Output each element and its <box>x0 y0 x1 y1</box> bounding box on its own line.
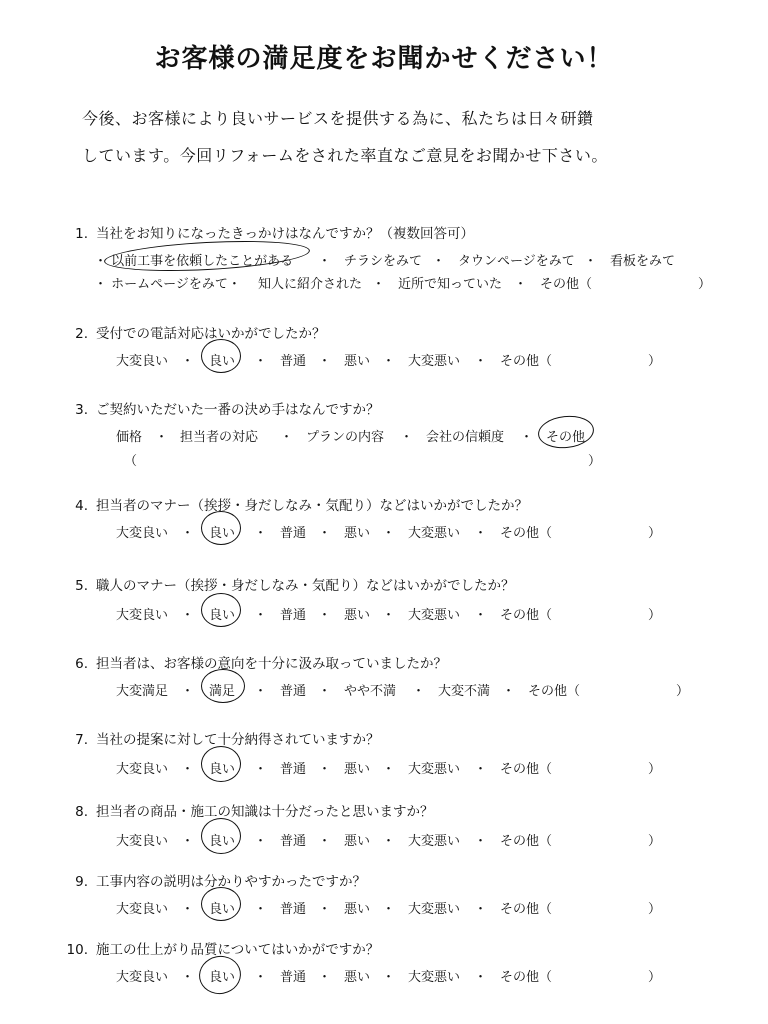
q10-option[interactable]: 大変良い ・ <box>116 970 195 985</box>
q10-option[interactable]: ・ 普通 <box>254 970 307 985</box>
q9-option[interactable]: 大変良い ・ <box>116 902 195 917</box>
q6-option-other[interactable]: ・ その他（ <box>502 684 581 699</box>
q9-option-other[interactable]: ・ その他（ <box>474 902 553 917</box>
q6-option[interactable]: ・ やや不満 <box>318 684 397 699</box>
q6-option[interactable]: 大変満足 ・ <box>116 684 195 699</box>
question-8: 8. 担当者の商品・施工の知識は十分だったと思いますか？ <box>75 804 434 820</box>
q8-option[interactable]: ・ 大変悪い <box>382 834 461 849</box>
q5-other-close: ） <box>648 608 662 623</box>
question-7: 7. 当社の提案に対して十分納得されていますか？ <box>75 732 380 748</box>
q1-option[interactable]: ・ 以前工事を依頼したことがある <box>94 254 294 269</box>
q7-option[interactable]: 良い <box>209 762 236 777</box>
q3-option-other[interactable]: ・ その他 <box>520 430 586 445</box>
q5-option[interactable]: 大変良い ・ <box>116 608 195 623</box>
q4-option[interactable]: 大変良い ・ <box>116 526 195 541</box>
q9-other-close: ） <box>648 902 662 917</box>
q7-option[interactable]: ・ 悪い <box>318 762 371 777</box>
q1-other-close: ） <box>698 277 712 292</box>
q7-option[interactable]: 大変良い ・ <box>116 762 195 777</box>
q1-option-other[interactable]: ・ その他（ <box>514 277 593 292</box>
answer-circle <box>196 953 244 998</box>
question-4: 4. 担当者のマナー（挨拶・身だしなみ・気配り）などはいかがでしたか？ <box>75 498 528 514</box>
q3-option[interactable]: 価格 ・ <box>116 430 169 445</box>
question-6: 6. 担当者は、お客様の意向を十分に汲み取っていましたか？ <box>75 656 447 672</box>
q1-option[interactable]: ・ 看板をみて <box>584 254 676 269</box>
answer-circle <box>201 339 241 373</box>
q7-option-other[interactable]: ・ その他（ <box>474 762 553 777</box>
answer-circle <box>201 818 241 854</box>
q2-option[interactable]: ・ 悪い <box>318 354 371 369</box>
q10-option[interactable]: ・ 悪い <box>318 970 371 985</box>
q4-option[interactable]: 良い <box>209 526 236 541</box>
q10-option[interactable]: ・ 大変悪い <box>382 970 461 985</box>
page-title: お客様の満足度をお聞かせください！ <box>154 44 614 74</box>
q6-option[interactable]: ・ 大変不満 <box>412 684 491 699</box>
question-5: 5. 職人のマナー（挨拶・身だしなみ・気配り）などはいかがでしたか？ <box>75 578 515 594</box>
question-1: 1. 当社をお知りになったきっかけはなんですか？（複数回答可） <box>75 226 474 242</box>
answer-circle <box>536 413 595 451</box>
q8-option-other[interactable]: ・ その他（ <box>474 834 553 849</box>
q1-option[interactable]: 知人に紹介された <box>258 277 363 292</box>
q7-option[interactable]: ・ 大変悪い <box>382 762 461 777</box>
q8-other-close: ） <box>648 834 662 849</box>
q8-option[interactable]: ・ 悪い <box>318 834 371 849</box>
q10-option-other[interactable]: ・ その他（ <box>474 970 553 985</box>
q10-option[interactable]: 良い <box>209 970 236 985</box>
q2-option-other[interactable]: ・ その他（ <box>474 354 553 369</box>
q4-option[interactable]: ・ 悪い <box>318 526 371 541</box>
answer-circle <box>201 511 241 545</box>
answer-circle <box>201 593 241 627</box>
q5-option-other[interactable]: ・ その他（ <box>474 608 553 623</box>
q2-option[interactable]: ・ 大変悪い <box>382 354 461 369</box>
q7-option[interactable]: ・ 普通 <box>254 762 307 777</box>
q8-option[interactable]: 良い <box>209 834 236 849</box>
answer-circle <box>103 237 310 276</box>
q8-option[interactable]: ・ 普通 <box>254 834 307 849</box>
q4-option[interactable]: ・ 大変悪い <box>382 526 461 541</box>
q9-option[interactable]: ・ 大変悪い <box>382 902 461 917</box>
q3-option[interactable]: 担当者の対応 <box>180 430 259 445</box>
q1-option[interactable]: ・ タウンページをみて <box>432 254 575 269</box>
q7-other-close: ） <box>648 762 662 777</box>
q9-option[interactable]: ・ 悪い <box>318 902 371 917</box>
q2-option[interactable]: 大変良い ・ <box>116 354 195 369</box>
q6-option[interactable]: 満足 <box>209 684 236 699</box>
q9-option[interactable]: 良い <box>209 902 236 917</box>
answer-circle <box>201 746 241 782</box>
answer-circle <box>201 669 245 703</box>
q3-option[interactable]: ・ 会社の信頼度 <box>400 430 505 445</box>
q1-option[interactable]: ・ ホームページをみて・ <box>94 277 241 292</box>
q6-option[interactable]: ・ 普通 <box>254 684 307 699</box>
intro-line-2: しています。今回リフォームをされた率直なご意見をお聞かせ下さい。 <box>82 146 608 165</box>
q5-option[interactable]: ・ 大変悪い <box>382 608 461 623</box>
q2-option[interactable]: ・ 普通 <box>254 354 307 369</box>
q2-other-close: ） <box>648 354 662 369</box>
q5-option[interactable]: ・ 普通 <box>254 608 307 623</box>
q9-option[interactable]: ・ 普通 <box>254 902 307 917</box>
q4-option-other[interactable]: ・ その他（ <box>474 526 553 541</box>
q2-option[interactable]: 良い <box>209 354 236 369</box>
q4-option[interactable]: ・ 普通 <box>254 526 307 541</box>
q6-other-close: ） <box>676 684 690 699</box>
question-10: 10. 施工の仕上がり品質についてはいかがですか？ <box>66 942 380 958</box>
q1-option[interactable]: ・ 近所で知っていた <box>372 277 503 292</box>
q10-other-close: ） <box>648 970 662 985</box>
answer-circle <box>201 887 241 921</box>
q5-option[interactable]: 良い <box>209 608 236 623</box>
q8-option[interactable]: 大変良い ・ <box>116 834 195 849</box>
question-3: 3. ご契約いただいた一番の決め手はなんですか？ <box>75 402 380 418</box>
q4-other-close: ） <box>648 526 662 541</box>
q3-other-close: ） <box>588 454 602 469</box>
q1-option[interactable]: ・ チラシをみて <box>318 254 423 269</box>
q3-option[interactable]: ・ プランの内容 <box>280 430 385 445</box>
intro-line-1: 今後、お客様により良いサービスを提供する為に、私たちは日々研鑽 <box>82 109 594 128</box>
question-2: 2. 受付での電話対応はいかがでしたか？ <box>75 326 326 342</box>
question-9: 9. 工事内容の説明は分かりやすかったですか？ <box>75 874 366 890</box>
q3-other-open: （ <box>124 454 138 469</box>
q5-option[interactable]: ・ 悪い <box>318 608 371 623</box>
